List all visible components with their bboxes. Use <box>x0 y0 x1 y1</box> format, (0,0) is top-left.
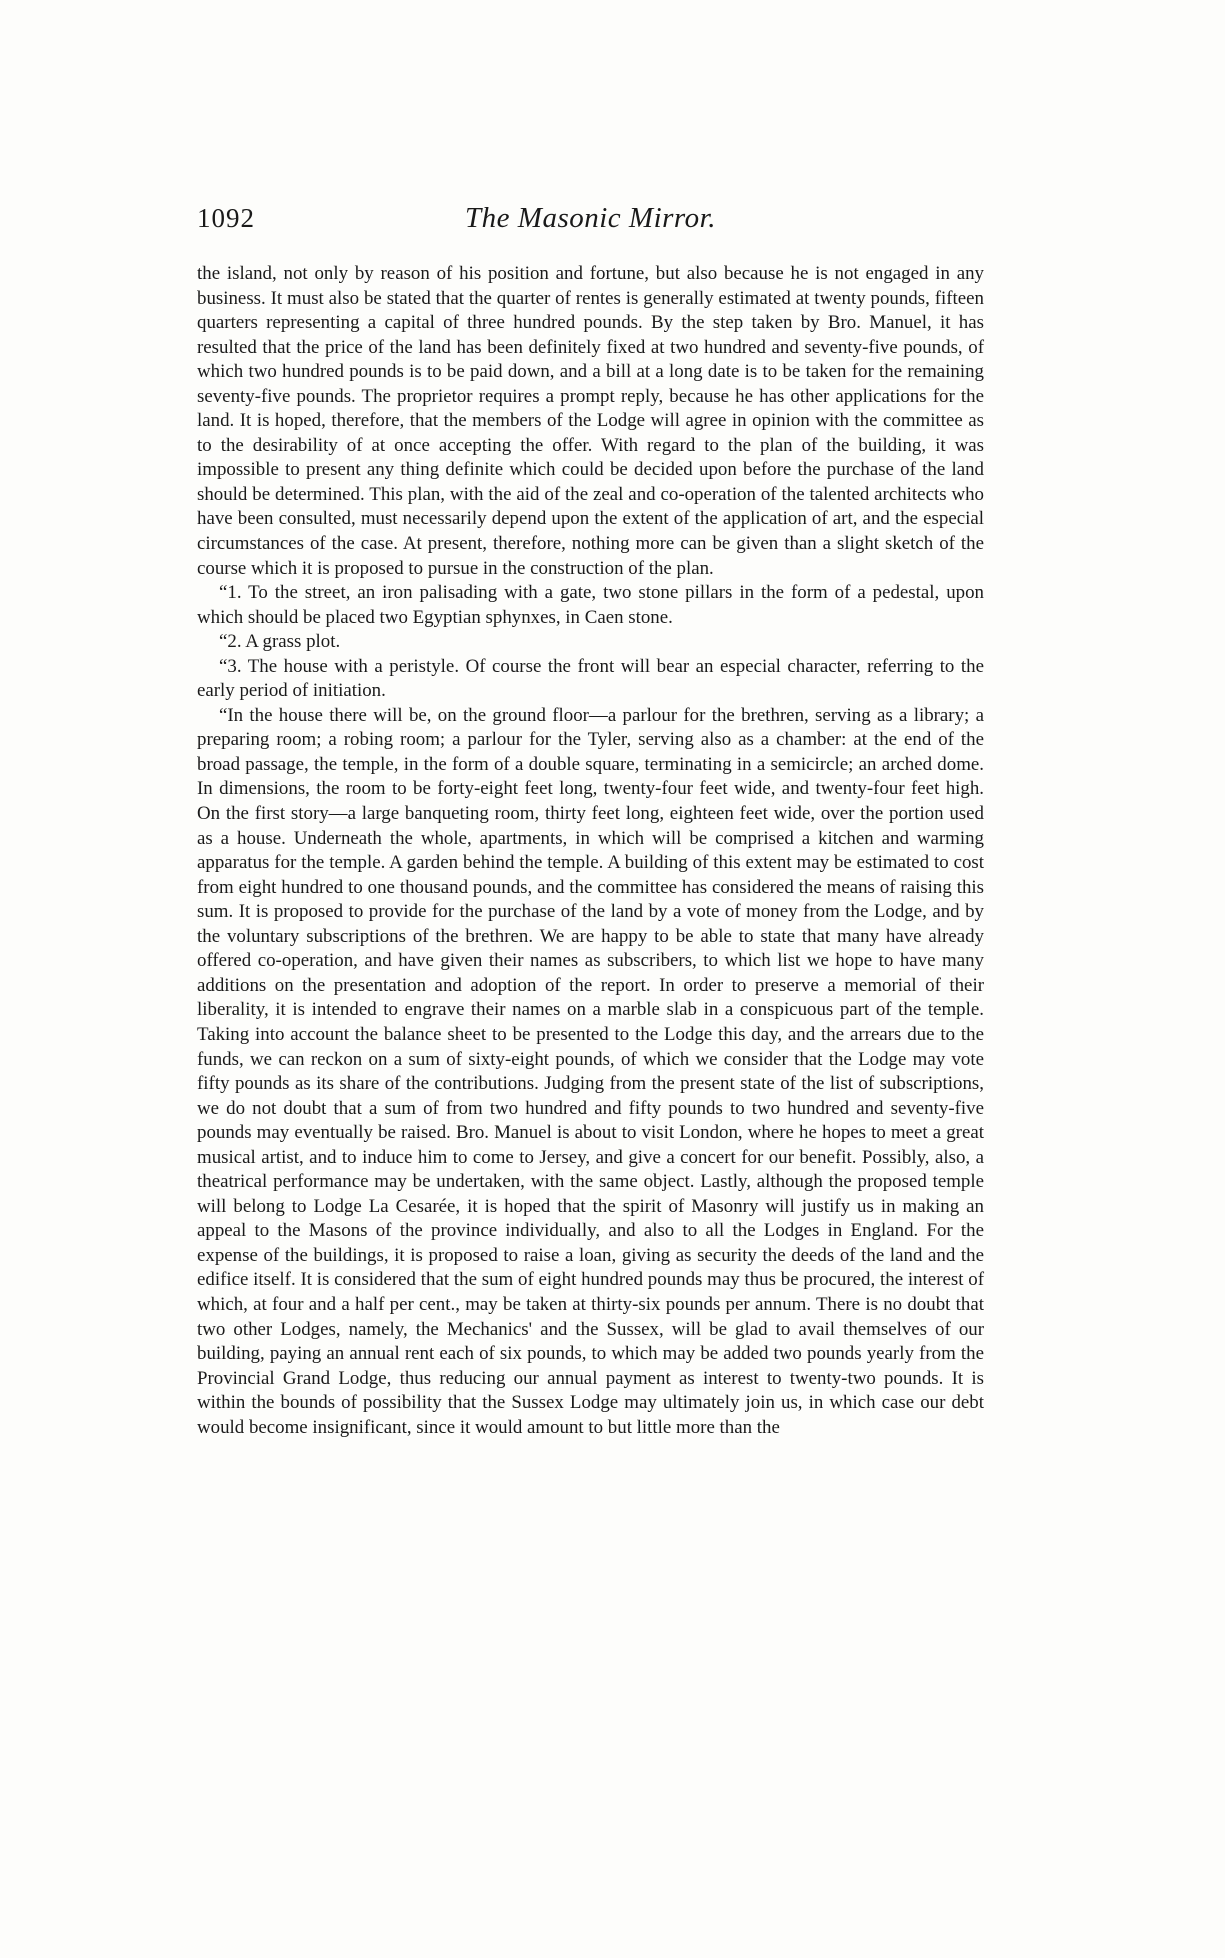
running-title: The Masonic Mirror. <box>465 202 716 234</box>
paragraph-item-1-palisading: “1. To the street, an iron palisading with a gate, two stone pillars in the form of a pedestal, upon which should be placed two Egyptian sphynxes, in Caen stone. <box>197 582 984 628</box>
paragraph-house-description: “In the house there will be, on the ground floor—a parlour for the brethren, serving as a library; a preparing room; a robing room; a parlour for the Tyler, serving also as a chamber: at the end of the broad passage, the temple, in the form of a double square, terminating in a semicircle; an arched dome. In dimensions, the room to be forty-eight feet long, twenty-four feet wide, and twenty-four feet high. On the first story—a large banqueting room, thirty feet long, eighteen feet wide, over the portion used as a house. Underneath the whole, apartments, in which will be comprised a kitchen and warming apparatus for the temple. A garden behind the temple. A building of this extent may be estimated to cost from eight hundred to one thousand pounds, and the committee has considered the means of raising this sum. It is proposed to provide for the purchase of the land by a vote of money from the Lodge, and by the voluntary subscriptions of the brethren. We are happy to be able to state that many have already offered co-operation, and have given their names as subscribers, to which list we hope to have many additions on the presentation and adoption of the report. In order to preserve a memorial of their liberality, it is intended to engrave their names on a marble slab in a conspicuous part of the temple. Taking into account the balance sheet to be presented to the Lodge this day, and the arrears due to the funds, we can reckon on a sum of sixty-eight pounds, of which we consider that the Lodge may vote fifty pounds as its share of the contributions. Judging from the present state of the list of subscriptions, we do not doubt that a sum of from two hundred and fifty pounds to two hundred and seventy-five pounds may eventually be raised. Bro. Manuel is about to visit London, where he hopes to meet a great musical artist, and to induce him to come to Jersey, and give a concert for our benefit. Possibly, also, a theatrical performance may be undertaken, with the same object. Lastly, although the proposed temple will belong to Lodge La Cesarée, it is hoped that the spirit of Masonry will justify us in making an appeal to the Masons of the province individually, and also to all the Lodges in England. For the expense of the buildings, it is proposed to raise a loan, giving as security the deeds of the land and the edifice itself. It is considered that the sum of eight hundred pounds may thus be procured, the interest of which, at four and a half per cent., may be taken at thirty-six pounds per annum. There is no doubt that two other Lodges, namely, the Mechanics' and the Sussex, will be glad to avail themselves of our building, paying an annual rent each of six pounds, to which may be added two pounds yearly from the Provincial Grand Lodge, thus reducing our annual payment as interest to twenty-two pounds. It is within the bounds of possibility that the Sussex Lodge may ultimately join us, in which case our debt would become insignificant, since it would amount to but little more than the <box>197 704 984 1438</box>
body-text <box>197 262 984 1440</box>
paragraph-continuation: the island, not only by reason of his position and fortune, but also because he is not engaged in any business. It must also be stated that the quarter of rentes is generally estimated at twenty pounds, fifteen quarters representing a capital of three hundred pounds. By the step taken by Bro. Manuel, it has resulted that the price of the land has been definitely fixed at two hundred and seventy-five pounds, of which two hundred pounds is to be paid down, and a bill at a long date is to be taken for the remaining seventy-five pounds. The proprietor requires a prompt reply, because he has other applications for the land. It is hoped, therefore, that the members of the Lodge will agree in opinion with the committee as to the desirability of at once accepting the offer. With regard to the plan of the building, it was impossible to present any thing definite which could be decided upon before the purchase of the land should be determined. This plan, with the aid of the zeal and co-operation of the talented architects who have been consulted, must necessarily depend upon the extent of the application of art, and the especial circumstances of the case. At present, therefore, nothing more can be given than a slight sketch of the course which it is proposed to pursue in the construction of the plan. <box>197 263 984 579</box>
paragraph-item-3-peristyle: “3. The house with a peristyle. Of course the front will bear an especial character, referring to the early period of initiation. <box>197 655 984 702</box>
paragraph-item-2-grass-plot: “2. A grass plot. <box>219 631 341 653</box>
page-number: 1092 <box>197 203 255 233</box>
page-header <box>197 198 984 242</box>
